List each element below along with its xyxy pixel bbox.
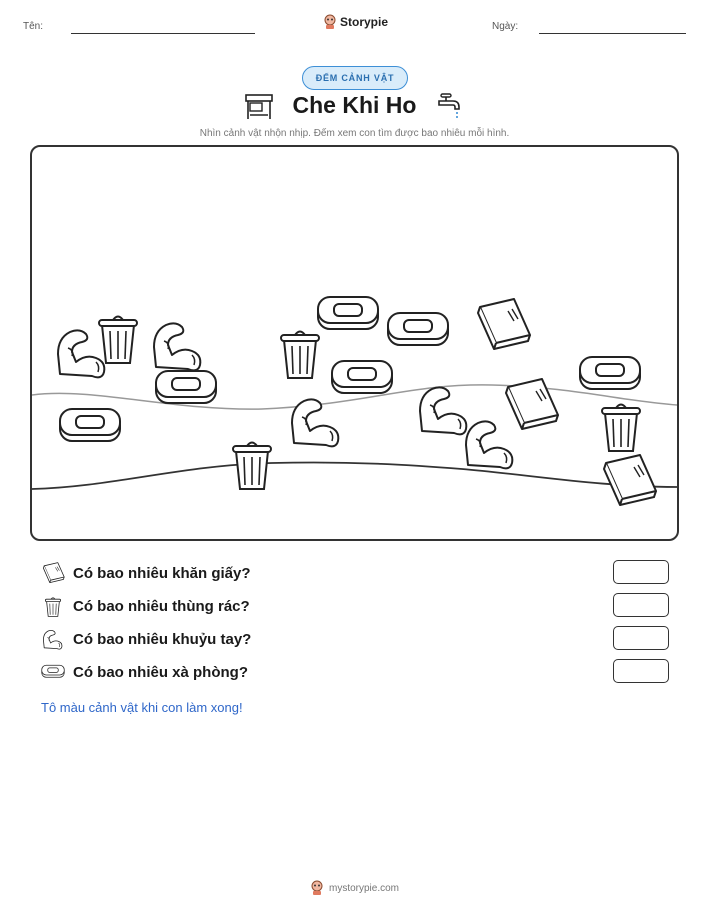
soap-icon[interactable]	[60, 409, 120, 441]
question-text: Có bao nhiêu thùng rác?	[73, 597, 250, 615]
soap-icon[interactable]	[388, 313, 448, 345]
trash-can-icon[interactable]	[233, 443, 271, 490]
page-title: Che Khi Ho	[292, 92, 417, 118]
question-text: Có bao nhiêu xà phòng?	[73, 663, 248, 681]
elbow-icon[interactable]	[154, 323, 200, 370]
instructions: Nhìn cảnh vật nhộn nhịp. Đếm xem con tìm được bao nhiêu mỗi hình.	[199, 128, 510, 139]
elbow-icon[interactable]	[58, 330, 104, 377]
elbow-icon[interactable]	[420, 387, 466, 434]
trash-can-icon[interactable]	[99, 317, 137, 364]
counting-scene	[30, 145, 679, 541]
answer-box[interactable]	[613, 593, 669, 617]
trash-can-icon[interactable]	[602, 405, 640, 452]
soap-icon[interactable]	[318, 297, 378, 329]
question-text: Có bao nhiêu khăn giấy?	[73, 564, 251, 582]
soap-icon[interactable]	[156, 371, 216, 403]
answer-box[interactable]	[613, 560, 669, 584]
tissue-icon	[41, 561, 65, 585]
date-label: Ngày:	[492, 21, 519, 32]
elbow-icon[interactable]	[466, 421, 512, 468]
brand-name: Storypie	[340, 15, 389, 29]
trash-can-icon	[41, 594, 65, 618]
date-line[interactable]	[539, 33, 686, 34]
answer-box[interactable]	[613, 626, 669, 650]
question-row	[41, 627, 681, 651]
trash-can-icon[interactable]	[281, 332, 319, 379]
elbow-icon	[41, 627, 65, 651]
category-badge: ĐẾM CẢNH VẬT	[302, 66, 408, 90]
name-line[interactable]	[71, 33, 255, 34]
scene-front-wave	[32, 462, 677, 489]
question-row	[41, 660, 681, 684]
tissue-icon[interactable]	[604, 455, 656, 505]
footer	[0, 880, 709, 896]
storypie-logo-icon	[310, 880, 324, 896]
answer-box[interactable]	[613, 659, 669, 683]
question-row	[41, 594, 681, 618]
coloring-note: Tô màu cảnh vật khi con làm xong!	[41, 700, 243, 715]
storypie-logo-icon	[323, 14, 337, 30]
faucet-icon	[435, 92, 463, 120]
question-row	[41, 561, 681, 585]
name-label: Tên:	[23, 21, 44, 32]
question-text: Có bao nhiêu khuỷu tay?	[73, 630, 252, 648]
soap-icon[interactable]	[580, 357, 640, 389]
soap-icon	[41, 660, 65, 684]
soap-icon[interactable]	[332, 361, 392, 393]
tissue-icon[interactable]	[506, 379, 558, 429]
site-url[interactable]: mystorypie.com	[328, 882, 399, 894]
elbow-icon[interactable]	[292, 399, 338, 446]
tissue-icon[interactable]	[478, 299, 530, 349]
brand	[323, 14, 388, 30]
